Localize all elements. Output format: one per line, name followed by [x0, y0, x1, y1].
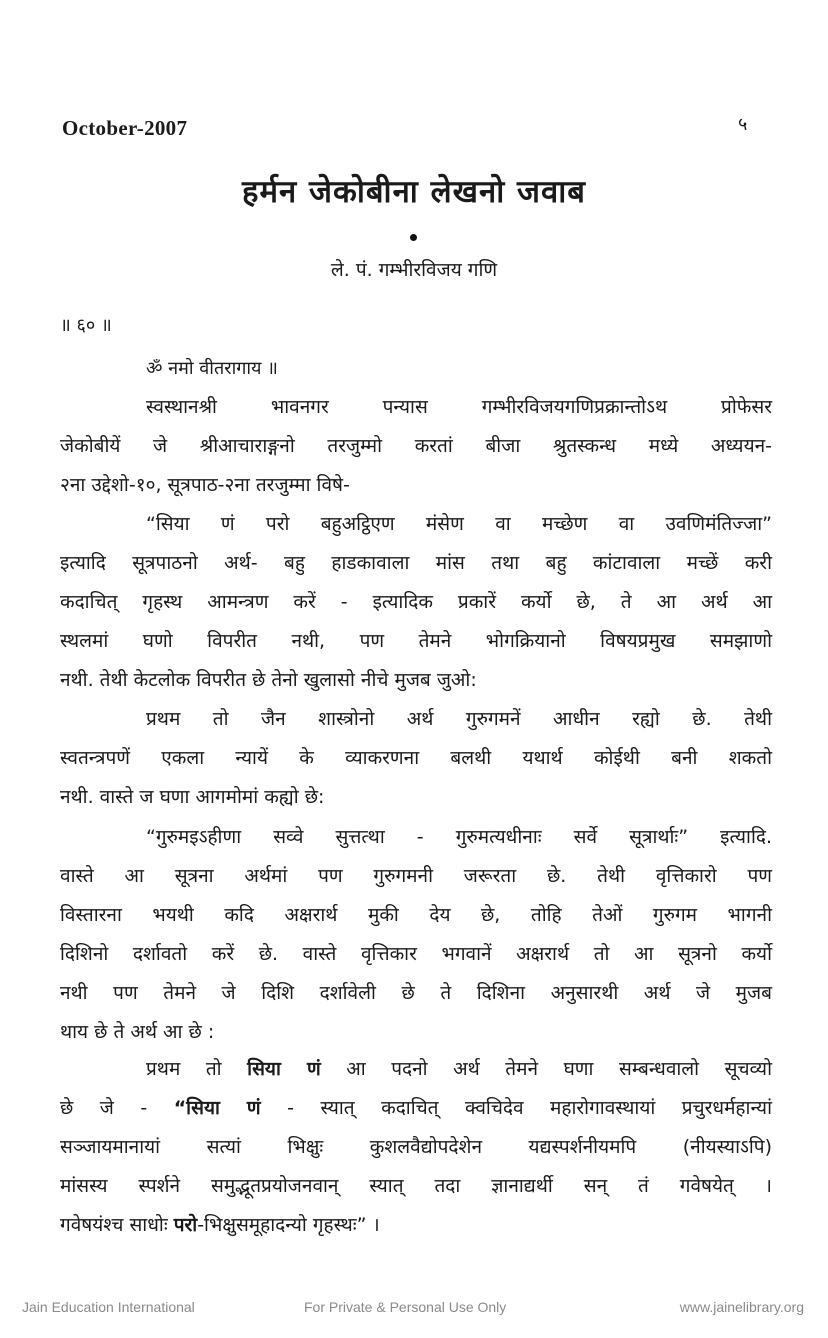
- text-line: थाय छे ते अर्थ आ छे :: [60, 1021, 215, 1043]
- paragraph-sutra-quote: [60, 505, 772, 700]
- bold-term: सिया णं: [247, 1058, 321, 1080]
- text-line: स्थलमां घणो विपरीत नथी, पण तेमने भोगक्रियानो विषयप्रमुख समझाणो: [60, 630, 772, 652]
- text-line: २ना उद्देशो-१०, सूत्रपाठ-२ना तरजुम्मा विषे-: [60, 474, 350, 496]
- text-line: नथी पण तेमने जे दिशि दर्शावेली छे ते दिशिना अनुसारथी अर्थ जे मुजब: [60, 982, 772, 1004]
- text-line: विस्तारना भयथी कदि अक्षरार्थ मुकी देय छे, तोहि तेओं गुरुगम भागनी: [60, 904, 772, 926]
- footer-website-link[interactable]: www.jainelibrary.org: [679, 1299, 804, 1315]
- text-line: छे जे - “सिया णं - स्यात् कदाचित् क्वचिदेव महारोगावस्थायां प्रचुरधर्महान्यां: [60, 1097, 772, 1119]
- text-line: “गुरुमइऽहीणा सव्वे सुत्तत्था - गुरुमत्यधीनाः सर्वे सूत्रार्थाः” इत्यादि.: [146, 826, 772, 848]
- text-line: स्वतन्त्रपणें एकला न्यायें के व्याकरणना बलथी यथार्थ कोईथी बनी शकतो: [60, 747, 772, 769]
- text-line: “सिया णं परो बहुअट्ठिएण मंसेण वा मच्छेण वा उवणिमंतिज्जा”: [146, 513, 772, 535]
- paragraph-intro: [60, 388, 772, 505]
- bold-term: परो: [173, 1214, 198, 1236]
- text-line: प्रथम तो सिया णं आ पदनो अर्थ तेमने घणा सम्बन्धवालो सूचव्यो: [146, 1058, 772, 1080]
- text-line: नथी. वास्ते ज घणा आगमोमां कह्यो छे:: [60, 786, 325, 808]
- text-line: इत्यादि सूत्रपाठनो अर्थ- बहु हाडकावाला मांस तथा बहु कांटावाला मच्छें करी: [60, 552, 772, 574]
- text-line: वास्ते आ सूत्रना अर्थमां पण गुरुगमनी जरूरता छे. तेथी वृत्तिकारो पण: [60, 865, 772, 887]
- invocation-mark: ॥ ६० ॥: [60, 315, 112, 336]
- text-line: प्रथम तो जैन शास्त्रोनो अर्थ गुरुगमनें आधीन रह्यो छे. तेथी: [146, 708, 772, 730]
- salutation: ॐ नमो वीतरागाय ॥: [146, 358, 278, 379]
- article-title: हर्मन जेकोबीना लेखनो जवाब: [242, 174, 586, 210]
- article-author: ले. पं. गम्भीरविजय गणि: [330, 259, 498, 281]
- paragraph-siya-nam: [60, 1050, 772, 1245]
- text-line: जेकोबीयें जे श्रीआचाराङ्गनो तरजुम्मो करतां बीजा श्रुतस्कन्ध मध्ये अध्ययन-: [60, 435, 772, 457]
- page-number: ५: [738, 114, 748, 135]
- text-line: गवेषयंश्च साधोः परो-भिक्षुसमूहादन्यो गृहस्थः” ।: [60, 1214, 380, 1236]
- paragraph-gurugam: [60, 700, 772, 817]
- footer-publisher: Jain Education International: [22, 1299, 195, 1315]
- bold-term: “सिया णं: [173, 1097, 261, 1119]
- text-line: दिशिनो दर्शावतो करें छे. वास्ते वृत्तिकार भगवानें अक्षरार्थ तो आ सूत्रनो कर्यो: [60, 943, 772, 965]
- page-header-date: October-2007: [62, 116, 188, 140]
- separator-dot-icon: [410, 234, 417, 241]
- paragraph-vrittikar: [60, 818, 772, 1052]
- text-line: सञ्जायमानायां सत्यां भिक्षुः कुशलवैद्योपदेशेन यद्यस्पर्शनीयमपि (नीयस्याऽपि): [60, 1136, 772, 1158]
- text-line: मांसस्य स्पर्शने समुद्भूतप्रयोजनवान् स्यात् तदा ज्ञानाद्यर्थी सन् तं गवेषयेत् ।: [60, 1175, 772, 1197]
- text-line: कदाचित् गृहस्थ आमन्त्रण करें - इत्यादिक प्रकारें कर्यो छे, ते आ अर्थ आ: [60, 591, 772, 613]
- text-line: स्वस्थानश्री भावनगर पन्यास गम्भीरविजयगणिप्रक्रान्तोऽथ प्रोफेसर: [146, 396, 772, 418]
- footer-usage-notice: For Private & Personal Use Only: [304, 1299, 507, 1315]
- text-line: नथी. तेथी केटलोक विपरीत छे तेनो खुलासो नीचे मुजब जुओ:: [60, 669, 477, 691]
